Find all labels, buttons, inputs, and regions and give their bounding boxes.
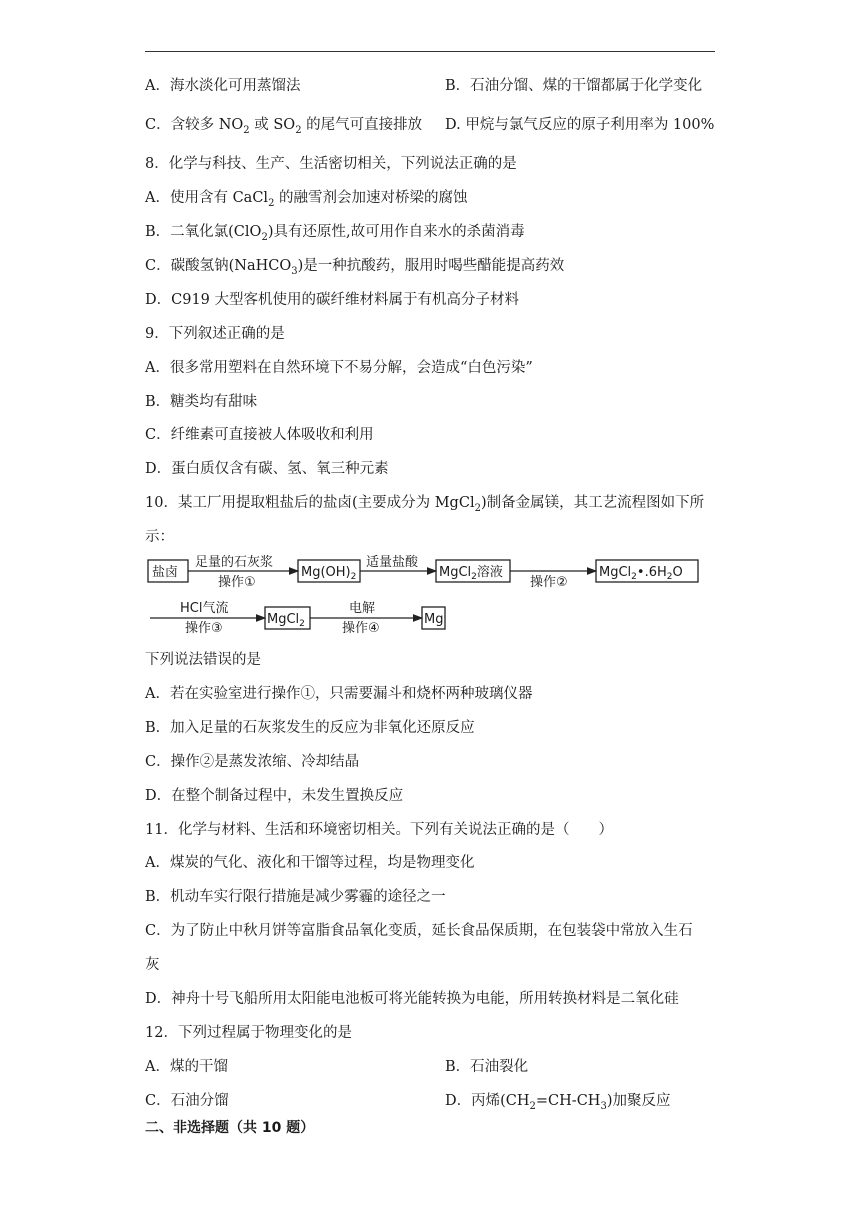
q9-option-a: A．很多常用塑料在自然环境下不易分解，会造成“白色污染”	[145, 360, 533, 376]
q11-option-d: D．神舟十号飞船所用太阳能电池板可将光能转换为电能，所用转换材料是二氧化硅	[145, 991, 679, 1007]
q8-stem: 8．化学与科技、生产、生活密切相关，下列说法正确的是	[145, 156, 517, 172]
flow-box-hydrate	[596, 560, 698, 582]
q9-option-b: B．糖类均有甜味	[145, 394, 258, 410]
q11-stem: 11．化学与材料、生活和环境密切相关。下列有关说法正确的是（ ）	[145, 822, 613, 838]
q10-option-b: B．加入足量的石灰浆发生的反应为非氧化还原反应	[145, 720, 475, 736]
q10-stem-line2: 示：	[145, 529, 174, 545]
q8-option-b: B．二氧化氯(ClO$_2$)具有还原性,故可用作自来水的杀菌消毒	[145, 224, 525, 243]
q9-option-c: C．纤维素可直接被人体吸收和利用	[145, 427, 374, 443]
flow-label-mgoh2: $Mg(OH)_2$	[301, 565, 357, 582]
flow-label-hydrate: $MgCl_2•.6H_2O$	[599, 565, 683, 582]
q12-option-a: A．煤的干馏	[145, 1059, 228, 1075]
q10-option-a: A．若在实验室进行操作①，只需要漏斗和烧杯两种玻璃仪器	[145, 686, 533, 702]
flow-label-op1-reagent: 足量的石灰浆	[195, 555, 274, 570]
q12-option-d: D．丙烯$(CH_2=CH-CH_3)$加聚反应	[445, 1093, 671, 1112]
q11-option-b: B．机动车实行限行措施是减少雾霾的途径之一	[145, 889, 446, 905]
q11-option-c-line2: 灰	[145, 957, 160, 973]
q11-option-a: A．煤炭的气化、液化和干馏等过程，均是物理变化	[145, 855, 475, 871]
flow-box-mgoh2	[298, 560, 360, 582]
q9-option-d: D．蛋白质仅含有碳、氢、氧三种元素	[145, 461, 389, 477]
flow-box-mgcl2	[265, 607, 310, 629]
q10-question: 下列说法错误的是	[145, 652, 261, 668]
q10-option-d: D．在整个制备过程中，未发生置换反应	[145, 788, 404, 804]
q11-option-c-line1: C．为了防止中秋月饼等富脂食品氧化变质，延长食品保质期，在包装袋中常放入生石	[145, 923, 693, 939]
flow-label-op1: 操作①	[218, 575, 256, 590]
flow-label-op3: 操作③	[185, 621, 223, 636]
flow-label-hcl-gas: HCl气流	[180, 601, 229, 616]
q10-stem-line1: 10．某工厂用提取粗盐后的盐卤(主要成分为 MgCl$_2$)制备金属镁，其工艺流程图如下所	[145, 495, 705, 514]
flow-label-acid: 适量盐酸	[366, 555, 419, 570]
q7-option-a: A．海水淡化可用蒸馏法	[145, 78, 301, 94]
flow-label-electrolysis: 电解	[349, 601, 376, 616]
q12-option-c: C．石油分馏	[145, 1093, 229, 1109]
flow-box-mg	[422, 607, 445, 629]
q8-option-a: A．使用含有 CaCl$_2$ 的融雪剂会加速对桥梁的腐蚀	[145, 190, 468, 209]
q12-option-b: B．石油裂化	[445, 1059, 529, 1075]
flow-label-mgcl2: MgCl$_2$	[267, 612, 305, 629]
flow-box-brine	[148, 560, 188, 582]
flow-label-mgcl2-solution: MgCl$_2$溶液	[439, 565, 503, 582]
q8-option-d: D．C919 大型客机使用的碳纤维材料属于有机高分子材料	[145, 292, 520, 308]
q12-stem: 12．下列过程属于物理变化的是	[145, 1025, 352, 1041]
q10-option-c: C．操作②是蒸发浓缩、冷却结晶	[145, 754, 360, 770]
q7-option-c: C．含较多 $NO_2$ 或 $SO_2$ 的尾气可直接排放	[145, 117, 423, 136]
flow-label-op4: 操作④	[342, 621, 380, 636]
q7-option-d: D. 甲烷与氯气反应的原子利用率为 100%	[445, 117, 715, 133]
section-heading-nonchoice: 二、非选择题（共 10 题）	[145, 1120, 315, 1136]
flow-label-op2: 操作②	[530, 575, 568, 590]
header-rule	[145, 51, 715, 52]
q8-option-c: C．碳酸氢钠(NaHCO$_3$)是一种抗酸药，服用时喝些醋能提高药效	[145, 258, 565, 277]
flow-label-mg: Mg	[424, 612, 444, 627]
q9-stem: 9．下列叙述正确的是	[145, 326, 285, 342]
flow-label-brine: 盐卤	[152, 565, 179, 580]
q7-option-b: B．石油分馏、煤的干馏都属于化学变化	[445, 78, 703, 94]
flow-box-mgcl2-solution	[436, 560, 510, 582]
